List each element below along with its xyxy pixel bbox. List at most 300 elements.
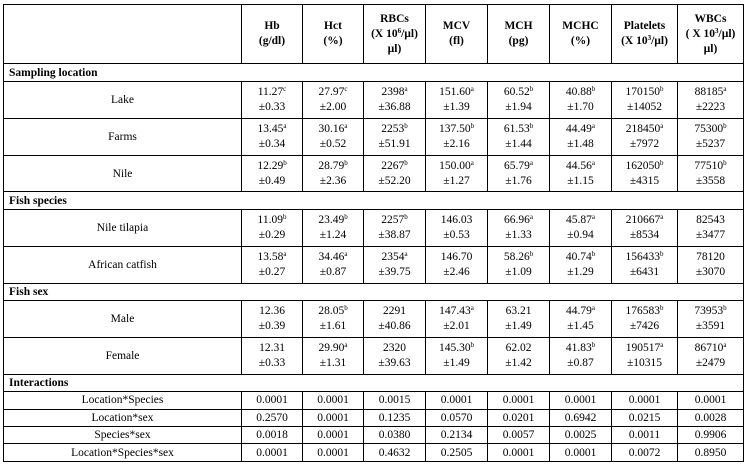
mean-number: 44.56 <box>566 159 592 172</box>
mean-value <box>552 341 609 356</box>
value-cell <box>612 246 678 283</box>
p-value-cell: 0.8950 <box>678 444 744 462</box>
significance-letter: b <box>470 340 475 349</box>
p-value-cell: 0.0570 <box>426 409 488 426</box>
hematology-table <box>3 4 744 462</box>
value-cell <box>364 246 426 283</box>
section-title: Sampling location <box>4 64 744 81</box>
mean-value <box>428 213 485 228</box>
mean-value <box>428 85 485 100</box>
value-cell <box>550 155 612 192</box>
row-label: Female <box>4 337 242 374</box>
interaction-row <box>4 409 744 426</box>
mean-number: 151.60 <box>439 85 471 98</box>
p-value-cell: 0.0001 <box>550 444 612 462</box>
se-value: ±1.27 <box>443 174 470 187</box>
mean-value <box>305 250 361 265</box>
value-cell <box>550 246 612 283</box>
value-cell <box>364 81 426 118</box>
p-value-cell: 0.0380 <box>364 426 426 443</box>
mean-number: 73953 <box>694 304 724 317</box>
mean-number: 2354 <box>381 250 405 263</box>
mean-value <box>552 85 609 100</box>
mean-value <box>366 213 423 228</box>
mean-value <box>490 159 547 174</box>
mean-number: 2257 <box>381 213 405 226</box>
value-cell <box>550 81 612 118</box>
value-cell <box>612 209 678 246</box>
se-value: ±0.33 <box>258 356 286 369</box>
mean-value <box>552 159 609 174</box>
mean-value <box>366 85 423 100</box>
header-mcv: MCV (fl) <box>426 5 488 64</box>
row-label: Nile <box>4 155 242 192</box>
value-cell <box>242 337 303 374</box>
mean-value <box>614 159 675 174</box>
mean-number: 146.03 <box>440 213 473 226</box>
p-value-cell: 0.0001 <box>488 444 550 462</box>
value-cell <box>426 209 488 246</box>
se-value: ±0.39 <box>258 319 286 332</box>
se-value: ±1.39 <box>443 100 470 113</box>
se-value: ±2.00 <box>319 100 347 113</box>
se-value: ±0.34 <box>258 137 286 150</box>
significance-letter: b <box>404 212 408 221</box>
se-value: ±8534 <box>629 228 660 241</box>
p-value-cell: 0.0028 <box>678 409 744 426</box>
se-value: ±3477 <box>695 228 726 241</box>
mean-number: 2253 <box>381 122 405 135</box>
mean-number: 146.70 <box>440 250 473 263</box>
table-row <box>4 337 744 374</box>
mean-value <box>552 122 609 137</box>
table-row <box>4 301 744 338</box>
mean-number: 82543 <box>696 213 725 226</box>
mean-value <box>680 213 741 228</box>
mean-number: 40.74 <box>565 250 592 263</box>
row-label: Location*sex <box>4 409 242 426</box>
value-cell <box>678 337 744 374</box>
significance-letter: a <box>470 84 474 93</box>
table-row <box>4 118 744 155</box>
value-cell <box>303 301 364 338</box>
mean-number: 210667 <box>625 213 661 226</box>
se-value: ±1.15 <box>567 174 594 187</box>
se-value: ±10315 <box>626 356 663 369</box>
mean-value <box>680 341 741 356</box>
se-value: ±0.33 <box>258 100 286 113</box>
se-value: ±1.24 <box>319 228 347 241</box>
header-mchc: MCHC (%) <box>550 5 612 64</box>
mean-value <box>428 304 485 319</box>
mean-number: 137.50 <box>438 122 471 135</box>
mean-value <box>614 213 675 228</box>
mean-number: 11.27 <box>257 85 284 98</box>
significance-letter: a <box>529 212 533 221</box>
significance-letter: b <box>660 158 664 167</box>
mean-value <box>366 341 423 356</box>
se-value: ±1.94 <box>505 100 532 113</box>
header-wbcs: WBCs ( X $10^3/\mu l$) µl) <box>678 5 744 64</box>
value-cell <box>426 155 488 192</box>
mean-value <box>490 122 547 137</box>
p-value-cell: 0.0057 <box>488 426 550 443</box>
mean-number: 77510 <box>694 159 724 172</box>
p-value-cell: 0.0001 <box>488 392 550 409</box>
p-value-cell: 0.0001 <box>678 392 744 409</box>
significance-letter: b <box>470 121 475 130</box>
significance-letter: b <box>723 121 727 130</box>
significance-letter: b <box>591 84 596 93</box>
p-value-cell: 0.0001 <box>303 392 364 409</box>
se-value: ±1.76 <box>505 174 532 187</box>
mean-value <box>552 304 609 319</box>
value-cell <box>242 81 303 118</box>
se-value: ±2.36 <box>319 174 347 187</box>
header-blank <box>4 5 242 64</box>
mean-value <box>490 304 547 319</box>
p-value-cell: 0.2134 <box>426 426 488 443</box>
significance-letter: b <box>404 121 408 130</box>
p-value-cell: 0.0001 <box>426 392 488 409</box>
se-value: ±52.20 <box>378 174 411 187</box>
section-title: Interactions <box>4 374 744 391</box>
se-value: ±3558 <box>695 174 726 187</box>
header-rbcs: RBCs (X $10^6/\mu l$) µl) <box>364 5 426 64</box>
se-value: ±36.88 <box>378 100 411 113</box>
mean-number: 145.30 <box>438 341 471 354</box>
se-value: ±3591 <box>695 319 726 332</box>
mean-value <box>244 122 300 137</box>
mean-number: 2320 <box>383 341 406 354</box>
mean-number: 12.29 <box>257 159 284 172</box>
se-value: ±5237 <box>695 137 726 150</box>
mean-value <box>614 250 675 265</box>
p-value-cell: 0.4632 <box>364 444 426 462</box>
value-cell <box>612 155 678 192</box>
value-cell <box>242 301 303 338</box>
interaction-row <box>4 444 744 462</box>
se-value: ±2479 <box>695 356 726 369</box>
mean-number: 63.21 <box>505 304 532 317</box>
section-header-row <box>4 374 744 391</box>
value-cell <box>488 337 550 374</box>
p-value-cell: 0.1235 <box>364 409 426 426</box>
mean-value <box>680 304 741 319</box>
significance-letter: b <box>591 340 596 349</box>
mean-number: 190517 <box>625 341 661 354</box>
row-label: Farms <box>4 118 242 155</box>
significance-letter: a <box>660 340 664 349</box>
p-value-cell: 0.0018 <box>242 426 303 443</box>
se-value: ±1.09 <box>505 265 532 278</box>
se-value: ±0.94 <box>567 228 594 241</box>
significance-letter: a <box>283 121 287 130</box>
header-hct: Hct (%) <box>303 5 364 64</box>
significance-letter: b <box>344 158 348 167</box>
p-value-cell: 0.2570 <box>242 409 303 426</box>
row-label: Location*Species <box>4 392 242 409</box>
mean-value <box>680 159 741 174</box>
mean-number: 30.16 <box>318 122 345 135</box>
se-value: ±39.75 <box>378 265 411 278</box>
mean-value <box>680 122 741 137</box>
se-value: ±2.01 <box>443 319 470 332</box>
value-cell <box>426 118 488 155</box>
value-cell <box>426 246 488 283</box>
value-cell <box>242 209 303 246</box>
section-header-row <box>4 192 744 209</box>
se-value: ±2223 <box>695 100 726 113</box>
mean-number: 62.02 <box>505 341 532 354</box>
mean-number: 218450 <box>625 122 661 135</box>
value-cell <box>488 209 550 246</box>
mean-value <box>366 122 423 137</box>
mean-value <box>680 85 741 100</box>
mean-value <box>490 85 547 100</box>
row-label: Nile tilapia <box>4 209 242 246</box>
value-cell <box>678 81 744 118</box>
value-cell <box>550 337 612 374</box>
significance-letter: b <box>529 84 534 93</box>
mean-value <box>244 304 300 319</box>
value-cell <box>550 118 612 155</box>
value-cell <box>488 301 550 338</box>
mean-value <box>490 250 547 265</box>
mean-number: 45.87 <box>566 213 592 226</box>
mean-value <box>305 159 361 174</box>
section-title: Fish species <box>4 192 744 209</box>
significance-letter: a <box>344 249 348 258</box>
mean-number: 12.36 <box>259 304 285 317</box>
value-cell <box>488 118 550 155</box>
row-label: Species*sex <box>4 426 242 443</box>
mean-value <box>305 85 361 100</box>
significance-letter: c <box>344 84 348 93</box>
value-cell <box>678 155 744 192</box>
significance-letter: b <box>344 303 348 312</box>
significance-letter: b <box>282 212 287 221</box>
value-cell <box>303 81 364 118</box>
se-value: ±38.87 <box>378 228 411 241</box>
se-value: ±1.31 <box>319 356 347 369</box>
section-header-row <box>4 283 744 300</box>
mean-value <box>552 250 609 265</box>
mean-value <box>305 341 361 356</box>
table-row <box>4 81 744 118</box>
p-value-cell: 0.0001 <box>303 409 364 426</box>
significance-letter: a <box>660 212 664 221</box>
se-value: ±0.49 <box>258 174 286 187</box>
significance-letter: a <box>591 212 595 221</box>
value-cell <box>678 246 744 283</box>
se-value: ±0.52 <box>319 137 347 150</box>
se-value: ±1.42 <box>505 356 532 369</box>
mean-value <box>244 159 300 174</box>
row-label: African catfish <box>4 246 242 283</box>
significance-letter: b <box>660 303 664 312</box>
mean-value <box>614 85 675 100</box>
mean-number: 28.79 <box>318 159 345 172</box>
value-cell <box>612 81 678 118</box>
header-row <box>4 5 744 64</box>
p-value-cell: 0.0001 <box>303 444 364 462</box>
mean-number: 13.45 <box>257 122 284 135</box>
mean-number: 27.97 <box>318 85 345 98</box>
value-cell <box>303 118 364 155</box>
p-value-cell: 0.0025 <box>550 426 612 443</box>
mean-value <box>614 304 675 319</box>
mean-number: 78120 <box>696 250 725 263</box>
p-value-cell: 0.9906 <box>678 426 744 443</box>
significance-letter: a <box>591 303 595 312</box>
mean-value <box>614 341 675 356</box>
value-cell <box>426 337 488 374</box>
se-value: ±2.46 <box>443 265 470 278</box>
value-cell <box>426 81 488 118</box>
se-value: ±1.44 <box>505 137 532 150</box>
value-cell <box>612 118 678 155</box>
significance-letter: a <box>723 84 727 93</box>
value-cell <box>242 246 303 283</box>
p-value-cell: 0.0001 <box>242 444 303 462</box>
mean-number: 2398 <box>381 85 405 98</box>
mean-number: 60.52 <box>503 85 530 98</box>
value-cell <box>612 301 678 338</box>
se-value: ±1.29 <box>567 265 594 278</box>
se-value: ±40.86 <box>378 319 411 332</box>
mean-value <box>680 250 741 265</box>
mean-value <box>244 85 300 100</box>
mean-number: 86710 <box>694 341 724 354</box>
significance-letter: b <box>660 84 664 93</box>
se-value: ±7426 <box>629 319 660 332</box>
value-cell <box>242 155 303 192</box>
significance-letter: a <box>591 121 595 130</box>
se-value: ±3070 <box>695 265 726 278</box>
value-cell <box>303 155 364 192</box>
mean-value <box>490 341 547 356</box>
mean-value <box>244 250 300 265</box>
value-cell <box>612 337 678 374</box>
row-label: Lake <box>4 81 242 118</box>
significance-letter: b <box>404 158 408 167</box>
significance-letter: b <box>660 249 664 258</box>
se-value: ±0.87 <box>319 265 347 278</box>
mean-number: 162050 <box>625 159 660 172</box>
mean-value <box>244 213 300 228</box>
se-value: ±51.91 <box>378 137 411 150</box>
mean-value <box>305 122 361 137</box>
value-cell <box>364 209 426 246</box>
se-value: ±6431 <box>629 265 660 278</box>
p-value-cell: 0.0001 <box>242 392 303 409</box>
section-header-row <box>4 64 744 81</box>
value-cell <box>303 246 364 283</box>
p-value-cell: 0.2505 <box>426 444 488 462</box>
mean-number: 44.79 <box>566 304 592 317</box>
mean-number: 12.31 <box>259 341 285 354</box>
mean-value <box>428 341 485 356</box>
significance-letter: b <box>344 212 348 221</box>
mean-number: 61.53 <box>503 122 530 135</box>
mean-value <box>490 213 547 228</box>
significance-letter: b <box>283 158 287 167</box>
se-value: ±1.49 <box>443 356 470 369</box>
interaction-row <box>4 426 744 443</box>
value-cell <box>426 301 488 338</box>
value-cell <box>364 118 426 155</box>
mean-number: 75300 <box>694 122 724 135</box>
se-value: ±0.53 <box>443 228 470 241</box>
se-value: ±2.16 <box>443 137 470 150</box>
mean-value <box>428 250 485 265</box>
se-value: ±7972 <box>629 137 660 150</box>
se-value: ±0.29 <box>258 228 286 241</box>
significance-letter: c <box>283 84 287 93</box>
significance-letter: b <box>723 158 727 167</box>
table-row <box>4 155 744 192</box>
value-cell <box>678 301 744 338</box>
p-value-cell: 0.0011 <box>612 426 678 443</box>
se-value: ±0.87 <box>567 356 594 369</box>
mean-number: 11.09 <box>257 213 283 226</box>
mean-value <box>552 213 609 228</box>
mean-value <box>428 159 485 174</box>
interaction-row <box>4 392 744 409</box>
se-value: ±0.27 <box>258 265 286 278</box>
mean-number: 34.46 <box>318 250 345 263</box>
se-value: ±39.63 <box>378 356 411 369</box>
mean-value <box>305 304 361 319</box>
significance-letter: a <box>723 340 727 349</box>
mean-number: 176583 <box>625 304 660 317</box>
value-cell <box>303 337 364 374</box>
section-title: Fish sex <box>4 283 744 300</box>
mean-number: 23.49 <box>318 213 345 226</box>
value-cell <box>488 81 550 118</box>
p-value-cell: 0.0072 <box>612 444 678 462</box>
mean-number: 40.88 <box>565 85 592 98</box>
mean-value <box>305 213 361 228</box>
significance-letter: a <box>404 84 408 93</box>
mean-number: 88185 <box>694 85 724 98</box>
p-value-cell: 0.0201 <box>488 409 550 426</box>
significance-letter: a <box>344 121 348 130</box>
mean-number: 2291 <box>383 304 406 317</box>
mean-number: 66.96 <box>504 213 530 226</box>
se-value: ±1.70 <box>567 100 594 113</box>
value-cell <box>678 118 744 155</box>
mean-value <box>366 250 423 265</box>
significance-letter: b <box>723 303 727 312</box>
se-value: ±1.61 <box>319 319 347 332</box>
mean-value <box>614 122 675 137</box>
mean-value <box>366 304 423 319</box>
table-row <box>4 246 744 283</box>
value-cell <box>678 209 744 246</box>
se-value: ±1.49 <box>505 319 532 332</box>
se-value: ±14052 <box>626 100 663 113</box>
se-value: ±4315 <box>629 174 660 187</box>
p-value-cell: 0.6942 <box>550 409 612 426</box>
mean-number: 150.00 <box>439 159 471 172</box>
mean-value <box>428 122 485 137</box>
significance-letter: a <box>660 121 664 130</box>
value-cell <box>488 155 550 192</box>
p-value-cell: 0.0001 <box>303 426 364 443</box>
significance-letter: a <box>470 303 474 312</box>
